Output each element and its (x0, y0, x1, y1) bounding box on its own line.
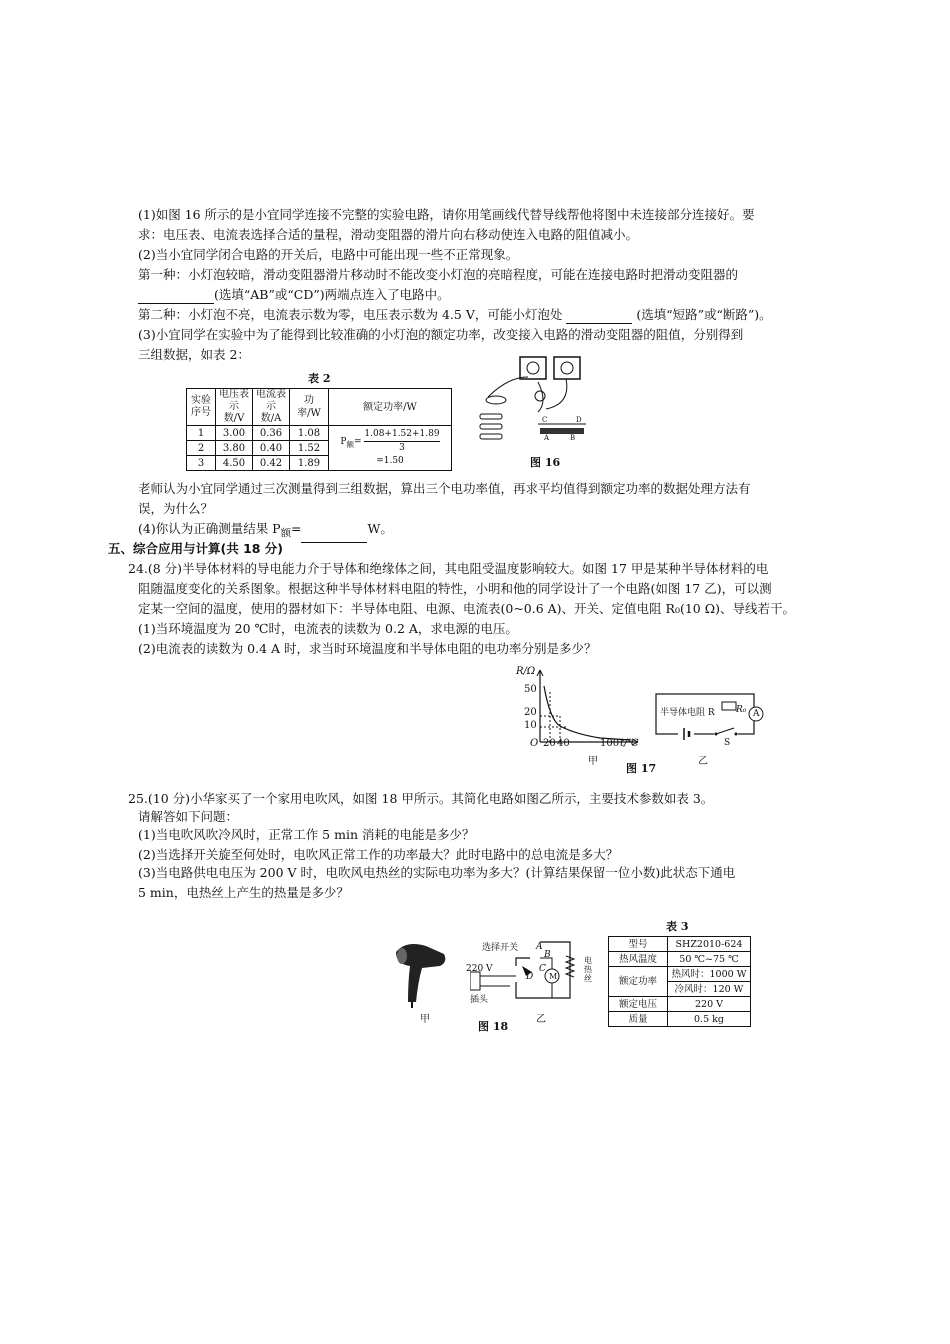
fig17-meter: A (753, 709, 760, 719)
q23-part1-line2: 求：电压表、电流表选择合适的量程，滑动变阻器的滑片向右移动使连入电路的阻值减小。 (138, 227, 639, 242)
q23-case1-choice: (选填“AB”或“CD”)两端点连入了电路中。 (214, 287, 450, 302)
q23-case2 (138, 306, 772, 324)
q23-part4-sub: 额 (280, 527, 291, 540)
q23-part3-line2: 三组数据，如表 2： (138, 347, 250, 362)
section-heading: 五、综合应用与计算(共 18 分) (108, 541, 284, 556)
figure16-apparatus (478, 352, 608, 452)
table3-key: 热风温度 (609, 952, 668, 967)
q25-line3: (1)当电吹风吹冷风时，正常工作 5 min 消耗的电能是多少？ (138, 827, 475, 842)
q25-line2: 请解答如下问题： (138, 809, 239, 824)
table2-cell: 0.40 (253, 441, 290, 456)
fig18-voltage: 220 V (466, 964, 493, 974)
fig17-sub-a: 甲 (588, 756, 598, 767)
battery-icon (480, 414, 502, 419)
q23-part3-line1: (3)小宜同学在实验中为了能得到比较准确的小灯泡的额定功率，改变接入电路的滑动变阻器的阻值，分别得到 (138, 327, 744, 342)
plug-icon (470, 972, 480, 990)
fig17-xtick: 100 (600, 738, 620, 749)
resistance-curve (544, 686, 630, 740)
figure17-circuit (654, 692, 772, 748)
fig18-heater: 电热丝 (584, 956, 592, 983)
fig18-motor: M (549, 972, 558, 981)
table3-caption: 表 3 (666, 920, 689, 933)
formula-numerator: 1.08+1.52+1.89 (364, 428, 439, 442)
switch-icon (486, 396, 506, 404)
answer-blank-2[interactable] (566, 309, 632, 324)
bulb-icon (535, 391, 545, 401)
table2-cell: 1.08 (290, 426, 329, 441)
fig18-sub-b: 乙 (536, 1014, 546, 1025)
figure17-graph (520, 664, 640, 748)
fig17-origin: O (530, 738, 539, 749)
q23-case2-choice: (选填“短路”或“断路”)。 (636, 307, 772, 322)
fig18-point-d: D (526, 972, 534, 982)
fig16-label-a: A (544, 434, 550, 442)
q23-case1: 第一种：小灯泡较暗，滑动变阻器滑片移动时不能改变小灯泡的亮暗程度，可能在连接电路时把滑动变阻器的 (138, 267, 739, 282)
q23-part4-eq: = (291, 521, 302, 536)
formula-denominator: 3 (399, 443, 405, 453)
fig18-point-b: B (544, 950, 551, 960)
fig17-xunit: t/℃ (620, 738, 639, 749)
table2-header-power: 功率/W (290, 389, 329, 426)
table2-header-rated: 额定功率/W (329, 389, 452, 426)
table2-caption: 表 2 (308, 372, 331, 385)
q23-part1-line1: (1)如图 16 所示的是小宜同学连接不完整的实验电路，请你用笔画线代替导线帮他将图中未连接部分连接好。要 (138, 207, 755, 222)
table2-cell: 1 (187, 426, 216, 441)
q23-case2-text: 第二种：小灯泡不亮，电流表示数为零，电压表示数为 4.5 V，可能小灯泡处 (138, 307, 563, 322)
answer-blank-3[interactable] (301, 528, 367, 543)
answer-blank-1[interactable] (138, 289, 214, 304)
fig18-plug: 插头 (470, 995, 489, 1005)
table3-value: 0.5 kg (668, 1012, 751, 1027)
q23-teacher-line1: 老师认为小宜同学通过三次测量得到三组数据，算出三个电功率值，再求平均值得到额定功率的数据处理方法有 (138, 481, 751, 496)
fig18-sub-a: 甲 (420, 1014, 430, 1025)
formula-sub: 额 (346, 439, 354, 449)
voltmeter-icon (520, 357, 546, 379)
fig17-ytick: 10 (524, 720, 537, 731)
q24-line3: 定某一空间的温度，使用的器材如下：半导体电阻、电源、电流表(0~0.6 A)、开关、定值电阻 R₀(10 Ω)、导线若干。 (138, 601, 795, 616)
table2-cell: 3 (187, 456, 216, 471)
table2-cell: 3.00 (216, 426, 253, 441)
table2-cell: 1.89 (290, 456, 329, 471)
fig17-xtick: 40 (557, 738, 570, 749)
fig17-ylabel: R/Ω (516, 666, 536, 677)
table3-value: 热风时：1000 W (668, 967, 751, 982)
table3-value: 50 ℃~75 ℃ (668, 952, 751, 967)
table2-cell: 2 (187, 441, 216, 456)
q24-line4: (1)当环境温度为 20 ℃时，电流表的读数为 0.2 A，求电源的电压。 (138, 621, 518, 636)
q23-part4-text: (4)你认为正确测量结果 P (138, 521, 281, 536)
fig17-circuit-label: 半导体电阻 R (660, 705, 715, 718)
table2-header-voltage: 电压表示数/V (216, 389, 253, 426)
figure17-caption: 图 17 (626, 762, 657, 775)
table3 (608, 936, 751, 1027)
fig18-point-a: A (536, 942, 543, 952)
ammeter-icon (554, 357, 580, 379)
figure18-hairdryer (392, 938, 452, 1010)
q25-line6: 5 min，电热丝上产生的热量是多少？ (138, 885, 349, 900)
table3-value: SHZ2010-624 (668, 937, 751, 952)
fig16-label-c: C (542, 416, 548, 424)
table2-cell: 1.52 (290, 441, 329, 456)
q23-teacher-line2: 误，为什么？ (138, 501, 214, 516)
fig17-r0: R₀ (736, 705, 747, 715)
table3-key: 型号 (609, 937, 668, 952)
q24-line1: 24.(8 分)半导体材料的导电能力介于导体和绝缘体之间，其电阻受温度影响较大。如图 17 甲是某种半导体材料的电 (128, 561, 769, 576)
q25-line5: (3)当电路供电电压为 200 V 时，电吹风电热丝的实际电功率为多大？(计算结果保留一位小数)此状态下通电 (138, 865, 736, 880)
fig17-sub-b: 乙 (698, 756, 708, 767)
table3-key: 质量 (609, 1012, 668, 1027)
q23-case1-cont (138, 286, 450, 304)
fig17-switch: S (724, 738, 731, 748)
fig18-switch-label: 选择开关 (482, 943, 519, 953)
fig17-xtick: 20 (543, 738, 556, 749)
q24-line2: 阻随温度变化的关系图象。根据这种半导体材料电阻的特性，小明和他的同学设计了一个电路(如图 17 乙)，可以测 (138, 581, 772, 596)
figure18-caption: 图 18 (478, 1020, 509, 1033)
table2 (186, 388, 452, 471)
table2-cell: 3.80 (216, 441, 253, 456)
q23-part2: (2)当小宜同学闭合电路的开关后，电路中可能出现一些不正常现象。 (138, 247, 519, 262)
q25-line4: (2)当选择开关旋至何处时，电吹风正常工作的功率最大？此时电路中的总电流是多大？ (138, 847, 619, 862)
table3-key: 额定电压 (609, 997, 668, 1012)
figure16-caption: 图 16 (530, 456, 561, 469)
table2-cell: 0.42 (253, 456, 290, 471)
formula-result: =1.50 (376, 456, 404, 466)
fig18-point-c: C (539, 964, 546, 974)
table2-header-current: 电流表示数/A (253, 389, 290, 426)
fig16-label-b: B (570, 434, 576, 442)
fig17-ytick: 20 (524, 707, 537, 718)
table2-cell: 0.36 (253, 426, 290, 441)
table3-key: 额定功率 (609, 967, 668, 997)
table2-header-index: 实验序号 (187, 389, 216, 426)
table2-cell: 4.50 (216, 456, 253, 471)
fig16-label-d: D (576, 416, 582, 424)
formula-eq: = (353, 437, 362, 447)
q24-line5: (2)电流表的读数为 0.4 A 时，求当时环境温度和半导体电阻的电功率分别是多少？ (138, 641, 597, 656)
q25-line1: 25.(10 分)小华家买了一个家用电吹风，如图 18 甲所示。其简化电路如图乙所示，主要技术参数如表 3。 (128, 791, 714, 806)
q23-part4-unit: W。 (367, 521, 393, 536)
formula-p: P (340, 437, 347, 447)
table2-formula-cell (329, 426, 452, 471)
fig17-ytick: 50 (524, 684, 537, 695)
table3-value: 冷风时：120 W (668, 982, 751, 997)
table3-value: 220 V (668, 997, 751, 1012)
